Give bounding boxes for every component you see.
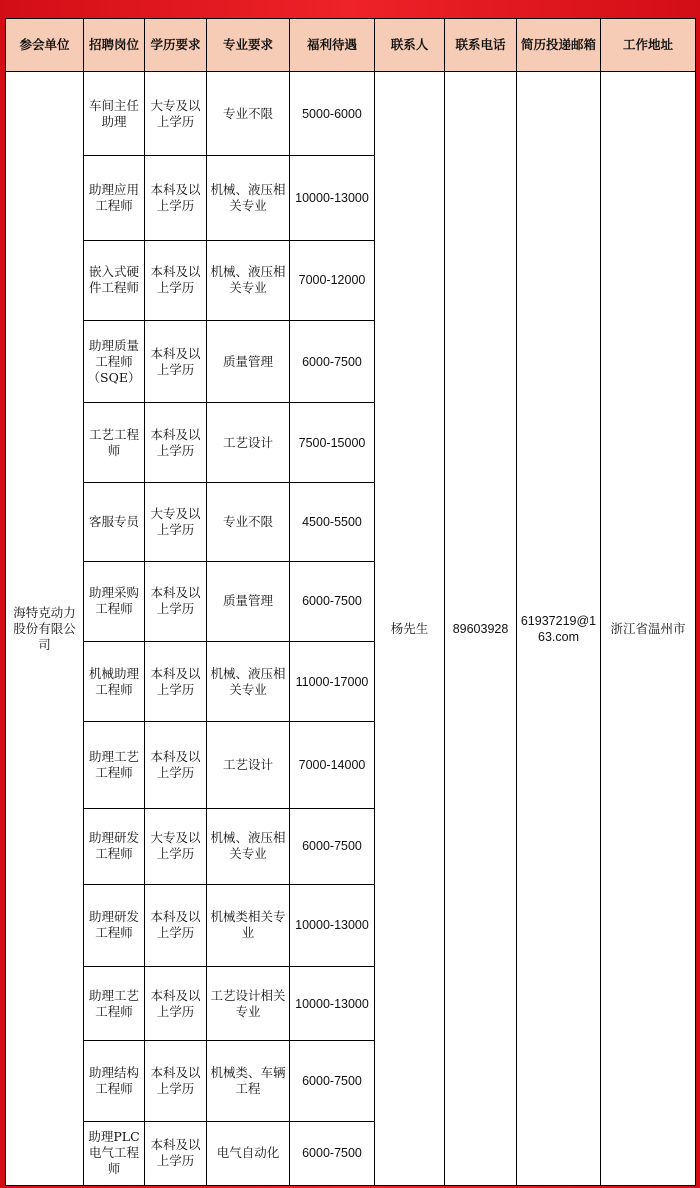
cell-position: 车间主任助理: [84, 72, 145, 156]
cell-major: 质量管理: [207, 320, 290, 402]
cell-education: 本科及以上学历: [145, 884, 207, 966]
cell-education: 大专及以上学历: [145, 483, 207, 561]
cell-major: 电气自动化: [207, 1121, 290, 1185]
cell-salary: 10000-13000: [290, 156, 375, 240]
cell-salary: 7000-14000: [290, 722, 375, 808]
cell-salary: 7500-15000: [290, 403, 375, 483]
cell-major: 机械、液压相关专业: [207, 808, 290, 884]
cell-position: 助理结构工程师: [84, 1041, 145, 1121]
cell-position: 助理采购工程师: [84, 561, 145, 641]
cell-major: 质量管理: [207, 561, 290, 641]
cell-education: 大专及以上学历: [145, 72, 207, 156]
cell-education: 本科及以上学历: [145, 641, 207, 721]
cell-education: 本科及以上学历: [145, 1121, 207, 1185]
cell-position: 助理工艺工程师: [84, 967, 145, 1041]
company-cell: 海特克动力股份有限公司: [6, 72, 84, 1186]
cell-position: 助理研发工程师: [84, 884, 145, 966]
contact-cell: 杨先生: [375, 72, 445, 1186]
cell-position: 助理PLC电气工程师: [84, 1121, 145, 1185]
cell-position: 助理应用工程师: [84, 156, 145, 240]
cell-major: 机械类相关专业: [207, 884, 290, 966]
cell-major: 工艺设计: [207, 722, 290, 808]
cell-education: 本科及以上学历: [145, 403, 207, 483]
cell-position: 客服专员: [84, 483, 145, 561]
cell-education: 本科及以上学历: [145, 240, 207, 320]
column-header: 专业要求: [207, 19, 290, 72]
cell-position: 助理研发工程师: [84, 808, 145, 884]
cell-salary: 11000-17000: [290, 641, 375, 721]
cell-major: 专业不限: [207, 72, 290, 156]
cell-education: 本科及以上学历: [145, 967, 207, 1041]
cell-salary: 6000-7500: [290, 1121, 375, 1185]
cell-education: 本科及以上学历: [145, 320, 207, 402]
header-row: [6, 19, 696, 72]
column-header: 工作地址: [601, 19, 696, 72]
cell-position: 助理工艺工程师: [84, 722, 145, 808]
cell-position: 嵌入式硬件工程师: [84, 240, 145, 320]
cell-major: 机械、液压相关专业: [207, 641, 290, 721]
table-body: [6, 72, 696, 1186]
cell-salary: 7000-12000: [290, 240, 375, 320]
cell-major: 专业不限: [207, 483, 290, 561]
cell-salary: 4500-5500: [290, 483, 375, 561]
cell-salary: 6000-7500: [290, 808, 375, 884]
cell-salary: 6000-7500: [290, 561, 375, 641]
cell-major: 工艺设计相关专业: [207, 967, 290, 1041]
column-header: 学历要求: [145, 19, 207, 72]
column-header: 参会单位: [6, 19, 84, 72]
cell-major: 机械、液压相关专业: [207, 240, 290, 320]
column-header: 联系人: [375, 19, 445, 72]
cell-salary: 6000-7500: [290, 1041, 375, 1121]
recruitment-table: [5, 18, 696, 1186]
cell-salary: 10000-13000: [290, 967, 375, 1041]
cell-position: 工艺工程师: [84, 403, 145, 483]
phone-cell: 89603928: [445, 72, 517, 1186]
email-cell: 61937219@163.com: [517, 72, 601, 1186]
cell-education: 本科及以上学历: [145, 561, 207, 641]
cell-education: 本科及以上学历: [145, 722, 207, 808]
cell-education: 大专及以上学历: [145, 808, 207, 884]
cell-major: 机械类、车辆工程: [207, 1041, 290, 1121]
cell-major: 机械、液压相关专业: [207, 156, 290, 240]
table-row: [6, 72, 696, 156]
column-header: 联系电话: [445, 19, 517, 72]
cell-salary: 10000-13000: [290, 884, 375, 966]
column-header: 福利待遇: [290, 19, 375, 72]
cell-salary: 5000-6000: [290, 72, 375, 156]
column-header: 招聘岗位: [84, 19, 145, 72]
cell-education: 本科及以上学历: [145, 1041, 207, 1121]
cell-position: 机械助理工程师: [84, 641, 145, 721]
cell-major: 工艺设计: [207, 403, 290, 483]
address-cell: 浙江省温州市: [601, 72, 696, 1186]
cell-education: 本科及以上学历: [145, 156, 207, 240]
column-header: 简历投递邮箱: [517, 19, 601, 72]
cell-salary: 6000-7500: [290, 320, 375, 402]
cell-position: 助理质量工程师（SQE）: [84, 320, 145, 402]
